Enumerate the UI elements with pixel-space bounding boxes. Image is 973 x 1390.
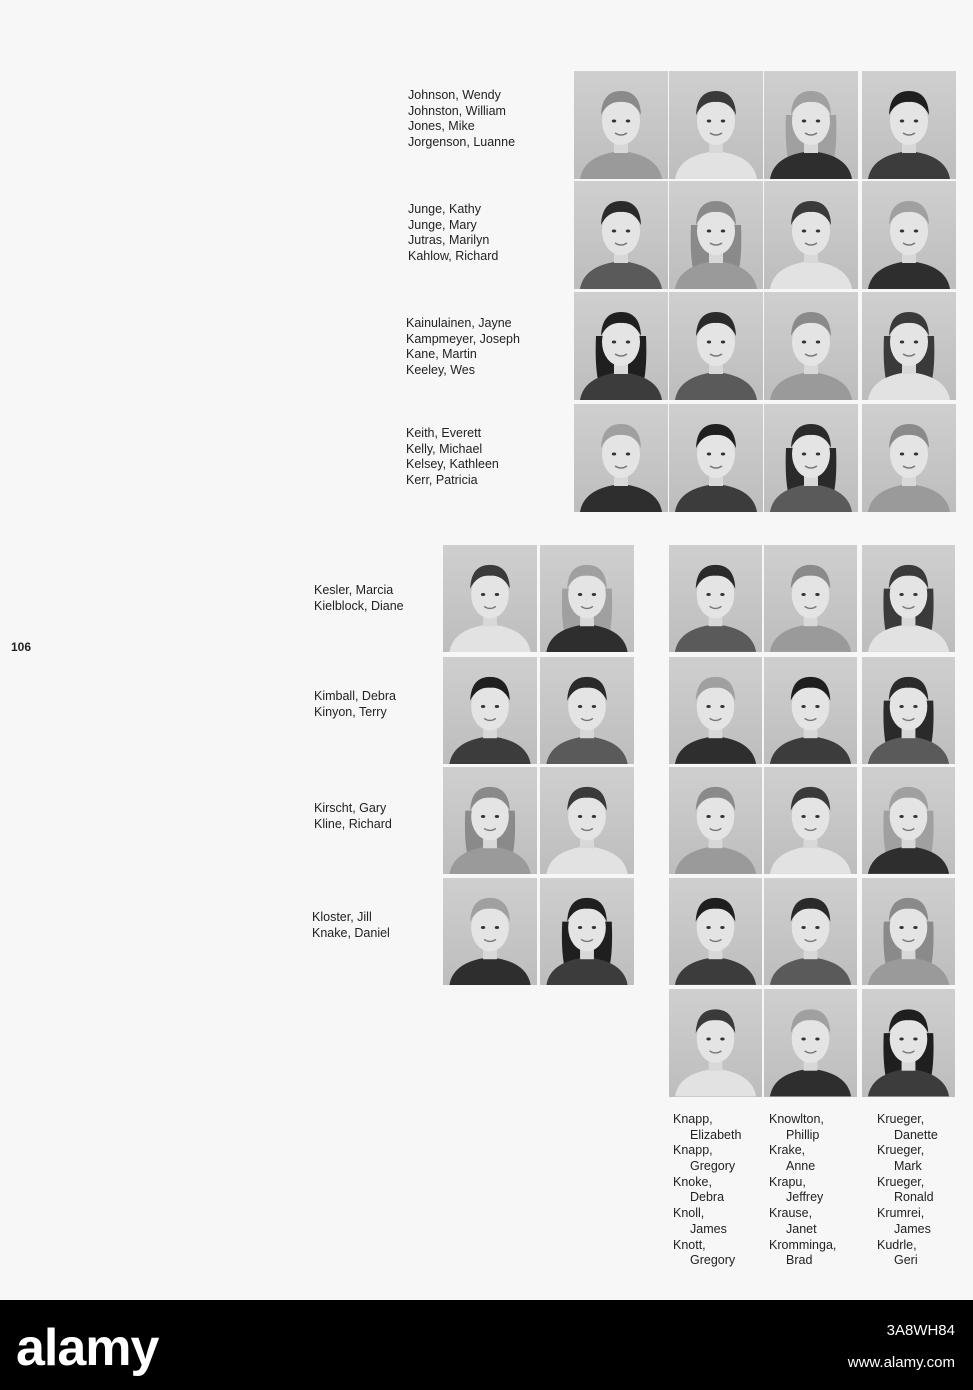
caption-surname: Knoll, xyxy=(673,1206,705,1221)
student-portrait xyxy=(669,545,762,652)
student-portrait xyxy=(443,657,537,764)
student-portrait xyxy=(862,71,956,179)
student-portrait xyxy=(862,767,955,874)
student-portrait xyxy=(669,989,762,1097)
caption-given-name: Danette xyxy=(894,1127,938,1142)
student-name: Kline, Richard xyxy=(314,816,392,831)
student-portrait xyxy=(574,404,668,512)
student-portrait xyxy=(540,878,634,985)
student-portrait xyxy=(669,404,763,512)
student-portrait xyxy=(669,181,763,289)
student-portrait xyxy=(764,404,858,512)
student-name: Kesler, Marcia xyxy=(314,583,394,597)
student-portrait xyxy=(764,181,858,289)
alamy-logo: alamy xyxy=(16,1319,159,1377)
student-name: Kelly, Michael xyxy=(406,441,483,456)
student-portrait xyxy=(443,878,537,985)
student-portrait xyxy=(862,545,955,652)
student-portrait xyxy=(764,545,857,652)
student-portrait xyxy=(669,767,762,874)
student-portrait xyxy=(540,767,634,874)
student-portrait xyxy=(764,292,858,400)
caption-surname: Krumrei, xyxy=(877,1206,925,1221)
caption-surname: Krueger, xyxy=(877,1112,925,1126)
student-portrait xyxy=(764,989,857,1097)
student-name: Jones, Mike xyxy=(408,119,475,133)
image-id-label: 3A8WH84 xyxy=(886,1322,955,1339)
student-portrait xyxy=(574,71,668,179)
student-portrait xyxy=(540,657,634,764)
student-name: Keeley, Wes xyxy=(406,362,476,377)
name-group-8 xyxy=(312,910,390,941)
student-name: Junge, Kathy xyxy=(408,202,481,216)
caption-surname: Knott, xyxy=(673,1237,706,1252)
page-number: 106 xyxy=(11,640,32,654)
name-group-2 xyxy=(408,202,498,264)
name-group-6 xyxy=(314,689,396,720)
footer-url: www.alamy.com xyxy=(847,1354,955,1371)
caption-given-name: Anne xyxy=(786,1159,816,1174)
student-name: Kane, Martin xyxy=(406,347,477,361)
caption-surname: Kudrle, xyxy=(877,1237,917,1252)
caption-given-name: Elizabeth xyxy=(690,1127,742,1142)
student-portrait xyxy=(862,878,955,985)
caption-column-2 xyxy=(769,1112,836,1269)
student-portrait xyxy=(443,767,537,874)
student-name: Kimball, Debra xyxy=(314,689,396,703)
caption-given-name: Mark xyxy=(894,1159,922,1174)
student-portrait xyxy=(764,878,857,985)
student-portrait xyxy=(540,545,634,652)
caption-column-1 xyxy=(673,1112,741,1269)
caption-surname: Krause, xyxy=(769,1206,813,1221)
student-name: Kainulainen, Jayne xyxy=(406,316,512,330)
student-portrait xyxy=(764,657,857,764)
student-portrait xyxy=(862,989,955,1097)
student-portrait xyxy=(862,292,956,400)
name-group-7 xyxy=(314,801,392,832)
student-portrait xyxy=(862,657,955,764)
caption-given-name: Jeffrey xyxy=(786,1190,824,1205)
student-portrait xyxy=(862,181,956,289)
student-name: Kirscht, Gary xyxy=(314,801,387,815)
student-name: Kampmeyer, Joseph xyxy=(406,331,520,346)
caption-given-name: Phillip xyxy=(786,1127,820,1142)
student-name: Kelsey, Kathleen xyxy=(406,457,499,471)
student-portrait xyxy=(669,657,762,764)
student-name: Kinyon, Terry xyxy=(314,704,387,719)
caption-given-name: Brad xyxy=(786,1253,813,1268)
student-portrait xyxy=(443,545,537,652)
caption-surname: Krueger, xyxy=(877,1174,925,1189)
name-group-3 xyxy=(406,316,520,378)
caption-surname: Knapp, xyxy=(673,1143,713,1158)
caption-surname: Krueger, xyxy=(877,1143,925,1158)
student-name: Kahlow, Richard xyxy=(408,248,499,263)
caption-given-name: Ronald xyxy=(894,1190,934,1205)
student-name: Kloster, Jill xyxy=(312,910,372,924)
name-group-1 xyxy=(408,88,515,150)
caption-given-name: Geri xyxy=(894,1253,918,1268)
student-name: Keith, Everett xyxy=(406,426,482,440)
student-portrait xyxy=(764,767,857,874)
student-name: Knake, Daniel xyxy=(312,925,390,940)
caption-given-name: James xyxy=(690,1221,727,1236)
caption-given-name: James xyxy=(894,1221,931,1236)
caption-given-name: Janet xyxy=(786,1221,817,1236)
caption-surname: Knowlton, xyxy=(769,1112,824,1126)
student-name: Kielblock, Diane xyxy=(314,598,404,613)
name-group-5 xyxy=(314,583,404,614)
caption-given-name: Debra xyxy=(690,1190,725,1205)
caption-surname: Krapu, xyxy=(769,1174,806,1189)
caption-surname: Kromminga, xyxy=(769,1237,837,1252)
caption-surname: Knapp, xyxy=(673,1112,713,1126)
student-name: Johnston, William xyxy=(408,103,506,118)
caption-given-name: Gregory xyxy=(690,1253,736,1268)
caption-surname: Krake, xyxy=(769,1143,806,1158)
name-group-4 xyxy=(406,426,499,488)
student-name: Jorgenson, Luanne xyxy=(408,134,516,149)
caption-given-name: Gregory xyxy=(690,1159,736,1174)
student-portrait xyxy=(574,181,668,289)
student-portrait xyxy=(574,292,668,400)
student-portrait xyxy=(669,71,763,179)
student-name: Jutras, Marilyn xyxy=(408,233,490,247)
student-portrait xyxy=(669,878,762,985)
student-portrait xyxy=(862,404,956,512)
caption-column-3 xyxy=(877,1112,938,1269)
student-name: Johnson, Wendy xyxy=(408,88,501,102)
student-portrait xyxy=(669,292,763,400)
caption-surname: Knoke, xyxy=(673,1174,712,1189)
student-name: Kerr, Patricia xyxy=(406,472,478,487)
stock-footer-bar xyxy=(0,1300,973,1390)
student-portrait xyxy=(764,71,858,179)
student-name: Junge, Mary xyxy=(408,217,477,232)
